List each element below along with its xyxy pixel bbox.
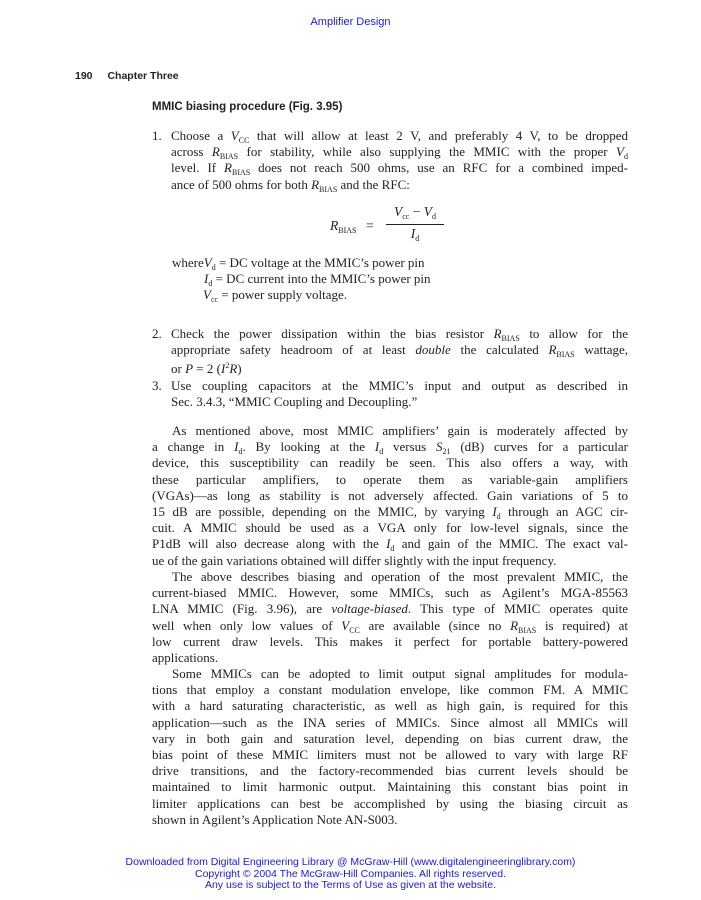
- text-run: vary in both gain and saturation level, depending on bias current draw, the: [152, 730, 628, 746]
- text-line: [152, 634, 628, 650]
- text-run: with a hard saturating characteristic, as well as high gain, is required for this: [152, 698, 628, 714]
- footer-download-line[interactable]: Downloaded from Digital Engineering Library @ McGraw-Hill (www.digitalengineeringlibrary.com): [125, 856, 576, 868]
- text-line: [171, 342, 628, 358]
- text-run: that will allow at least 2 V, and preferably 4 V, to be dropped: [249, 128, 628, 143]
- variable-symbol: I: [492, 503, 497, 519]
- text-run: are available (since no: [359, 617, 511, 633]
- math-variable: [231, 128, 250, 143]
- page-number: 190: [75, 70, 93, 82]
- variable-subscript: 21: [442, 447, 451, 457]
- variable-symbol: V: [616, 144, 624, 160]
- text-run: (VGAs)—as long as stability is not adversely affected. Gain variations of 5 to: [152, 487, 628, 503]
- variable-symbol: I: [220, 361, 226, 377]
- variable-subscript: CC: [349, 625, 360, 635]
- footer-copyright-line: Copyright © 2004 The McGraw-Hill Companies. All rights reserved.: [195, 867, 506, 880]
- math-variable: [203, 287, 218, 302]
- text-line: [171, 394, 628, 410]
- text-run: versus: [383, 439, 437, 455]
- emphasis-text: double: [415, 342, 451, 358]
- text-run: = 2 (: [193, 361, 221, 377]
- variable-symbol: I: [374, 439, 380, 455]
- text-run: The above describes biasing and operation of the most prevalent MMIC, the: [172, 569, 628, 584]
- paragraph-2: [152, 569, 628, 666]
- item-text: [171, 378, 628, 410]
- text-run: bias point of these MMIC limiters must not be allowed to vary with large RF: [152, 746, 628, 762]
- text-run: for stability, while also supplying the MMIC with the proper: [238, 144, 617, 160]
- definition-line: [172, 271, 431, 287]
- math-variable: [374, 439, 384, 457]
- variable-symbol: R: [493, 326, 502, 341]
- text-line: [171, 128, 628, 144]
- text-run: wattage,: [574, 342, 629, 358]
- text-line: [171, 144, 628, 160]
- text-line: [152, 536, 628, 552]
- math-variable: [492, 504, 500, 519]
- text-run: application—such as the INA series of MMICs. Since almost all MMICs will: [152, 714, 628, 730]
- text-run: shown in Agilent’s Application Note AN-S003.: [152, 811, 398, 827]
- variable-subscript: d: [208, 279, 213, 288]
- text-line: [152, 698, 628, 714]
- text-line: [152, 520, 628, 536]
- text-line: [171, 378, 628, 394]
- formula-sub: cc: [402, 212, 410, 221]
- variable-subscript: BIAS: [219, 152, 239, 162]
- list-item-2: [152, 326, 628, 375]
- text-run: LNA MMIC (Fig. 3.96), are: [152, 601, 332, 617]
- text-run: device, this susceptibility can readily be seen. This also offers a way, with: [152, 455, 628, 471]
- text-run: through an AGC cir-: [500, 503, 628, 519]
- math-variable: [494, 326, 520, 341]
- footer-terms-line[interactable]: Any use is subject to the Terms of Use as given at the website.: [204, 879, 497, 891]
- copyright-footer: [0, 857, 701, 892]
- variable-subscript: BIAS: [501, 334, 520, 343]
- text-line: [152, 666, 628, 682]
- text-run: maintained to limit harmonic output. Maintaining this constant bias point in: [152, 779, 628, 795]
- text-line: [152, 585, 628, 601]
- text-run: limiter applications can best be accomplished by using the biasing circuit as: [152, 795, 628, 811]
- text-run: = power supply voltage.: [218, 287, 348, 302]
- text-run: a change in: [152, 439, 235, 455]
- text-run: Choose a: [171, 128, 231, 143]
- variable-symbol: R: [548, 342, 557, 358]
- text-run: 15 dB are possible, depending on the MMIC, by varying: [152, 503, 493, 519]
- variable-subscript: BIAS: [231, 168, 251, 178]
- text-run: the calculated: [450, 342, 549, 358]
- text-run: and the RFC:: [337, 176, 410, 192]
- text-line: [152, 439, 628, 455]
- text-line: [152, 504, 628, 520]
- text-run: across: [171, 144, 212, 160]
- formula-denominator: [386, 226, 444, 243]
- variable-subscript: BIAS: [319, 184, 338, 194]
- text-line: [171, 177, 628, 193]
- text-run: does not reach 500 ohms, use an RFC for a combined imped-: [250, 160, 629, 176]
- variable-subscript: d: [496, 511, 501, 521]
- text-run: or: [171, 361, 186, 377]
- variable-symbol: R: [229, 361, 238, 377]
- text-run: appropriate safety headroom of at least: [171, 342, 416, 358]
- text-line: [152, 650, 628, 666]
- math-variable: [616, 144, 628, 162]
- text-run: these particular amplifiers, to operate them as variable-gain amplifiers: [152, 471, 628, 487]
- variable-subscript: BIAS: [518, 625, 537, 635]
- math-variable: [311, 177, 337, 192]
- variable-superscript: 2: [225, 361, 230, 371]
- text-line: [171, 326, 628, 342]
- variable-subscript: d: [238, 447, 243, 457]
- text-line: [152, 601, 628, 617]
- text-line: [152, 779, 628, 795]
- text-run: (dB) curves for a particular: [450, 439, 628, 455]
- chapter-label: Chapter Three: [107, 70, 179, 82]
- variable-symbol: V: [341, 617, 350, 633]
- variable-subscript: CC: [238, 136, 250, 145]
- text-line: [152, 423, 628, 439]
- text-run: to allow for the: [519, 326, 628, 341]
- formula-var: I: [410, 226, 416, 241]
- variable-symbol: I: [234, 439, 239, 455]
- text-run: cuit. A MMIC should be used as a VGA only for low-level signals, since the: [152, 520, 628, 536]
- text-run: Check the power dissipation within the bias resistor: [171, 326, 494, 341]
- math-variable: [185, 361, 193, 376]
- variable-subscript: cc: [210, 295, 219, 304]
- math-variable: [211, 144, 239, 162]
- section-heading: MMIC biasing procedure (Fig. 3.95): [152, 101, 343, 113]
- paragraph-3: [152, 666, 628, 828]
- where-definitions: [172, 255, 431, 303]
- text-run: P1dB will also decrease along with the: [152, 536, 387, 552]
- rbias-formula: [330, 204, 470, 254]
- list-item-1: [152, 128, 628, 193]
- text-run: . This type of MMIC operates quite: [407, 601, 628, 617]
- text-run: drive transitions, and the factory-recommended bias current levels should be: [152, 763, 628, 779]
- text-run: low current draw levels. This makes it perfect for portable battery-powered: [152, 633, 628, 649]
- text-line: [152, 553, 628, 569]
- formula-lhs: [330, 218, 356, 235]
- text-line: [152, 747, 628, 763]
- paragraph-1: [152, 423, 628, 569]
- running-head: Amplifier Design: [310, 16, 391, 28]
- text-run: current-biased MMIC. However, some MMICs, such as Agilent’s MGA-85563: [152, 585, 628, 601]
- definition-line: [172, 255, 431, 271]
- text-run: . By looking at the: [242, 439, 375, 455]
- variable-symbol: R: [311, 176, 320, 192]
- variable-subscript: d: [211, 263, 216, 272]
- formula-equals: =: [366, 218, 374, 233]
- text-line: [152, 731, 628, 747]
- definition-line: [172, 287, 431, 303]
- text-run: applications.: [152, 649, 219, 665]
- formula-var: R: [330, 218, 339, 233]
- variable-symbol: P: [185, 361, 194, 377]
- formula-sub: d: [431, 212, 436, 221]
- emphasis-text: voltage-biased: [331, 601, 408, 617]
- math-variable: [510, 618, 536, 633]
- text-line: [152, 488, 628, 504]
- list-item-3: [152, 378, 628, 410]
- formula-var: V: [394, 204, 403, 219]
- variable-symbol: V: [203, 287, 211, 302]
- text-line: [152, 569, 628, 585]
- text-run: tions that employ a constant modulation envelope, like common FM. A MMIC: [152, 682, 628, 698]
- text-run: Use coupling capacitors at the MMIC’s input and output as described in: [171, 378, 628, 393]
- text-line: [152, 763, 628, 779]
- math-variable: [548, 342, 575, 360]
- item-text: [171, 128, 628, 193]
- text-line: [152, 715, 628, 731]
- text-run: where: [172, 255, 204, 270]
- variable-subscript: d: [624, 152, 628, 162]
- text-line: [152, 812, 628, 828]
- text-run: ance of 500 ohms for both: [171, 176, 312, 192]
- text-line: [152, 618, 628, 634]
- variable-symbol: I: [204, 271, 209, 286]
- item-number: 3.: [152, 378, 162, 393]
- variable-symbol: S: [436, 439, 443, 455]
- variable-symbol: R: [211, 144, 220, 160]
- text-run: Some MMICs can be adopted to limit output signal amplitudes for modula-: [172, 666, 628, 681]
- formula-var: V: [423, 204, 432, 219]
- math-variable: [224, 160, 251, 178]
- variable-symbol: I: [386, 536, 391, 552]
- item-number: 2.: [152, 326, 162, 341]
- text-line: [171, 160, 628, 176]
- item-text: [171, 326, 628, 375]
- math-variable: [204, 255, 216, 270]
- variable-subscript: d: [390, 544, 395, 554]
- formula-sub: d: [415, 234, 420, 243]
- variable-symbol: V: [230, 128, 239, 143]
- text-run: = DC current into the MMIC’s power pin: [212, 271, 431, 286]
- text-line: [152, 472, 628, 488]
- fraction-bar: [386, 224, 444, 225]
- text-line: [171, 358, 628, 377]
- math-variable: [341, 618, 360, 633]
- text-run: level. If: [171, 160, 225, 176]
- text-run: is required) at: [536, 617, 628, 633]
- text-run: = DC voltage at the MMIC’s power pin: [215, 255, 425, 270]
- variable-symbol: R: [510, 617, 519, 633]
- formula-minus: −: [409, 204, 424, 219]
- folio: [75, 70, 191, 82]
- text-line: [152, 455, 628, 471]
- text-run: Sec. 3.4.3, “MMIC Coupling and Decoupling.”: [171, 394, 418, 410]
- variable-symbol: V: [203, 255, 212, 270]
- variable-subscript: d: [379, 447, 384, 457]
- item-number: 1.: [152, 128, 162, 143]
- text-run: As mentioned above, most MMIC amplifiers’ gain is moderately affected by: [172, 423, 628, 438]
- text-line: [152, 682, 628, 698]
- text-run: well when only low values of: [152, 617, 342, 633]
- formula-numerator: [386, 204, 444, 221]
- text-run: and gain of the MMIC. The exact val-: [394, 536, 628, 552]
- text-line: [152, 796, 628, 812]
- math-variable: [436, 439, 451, 457]
- text-run: ue of the gain variations obtained will differ slightly with the input frequency.: [152, 552, 557, 568]
- variable-symbol: R: [224, 160, 232, 176]
- variable-subscript: BIAS: [556, 350, 575, 360]
- formula-sub: BIAS: [338, 226, 357, 235]
- text-run: ): [237, 361, 242, 377]
